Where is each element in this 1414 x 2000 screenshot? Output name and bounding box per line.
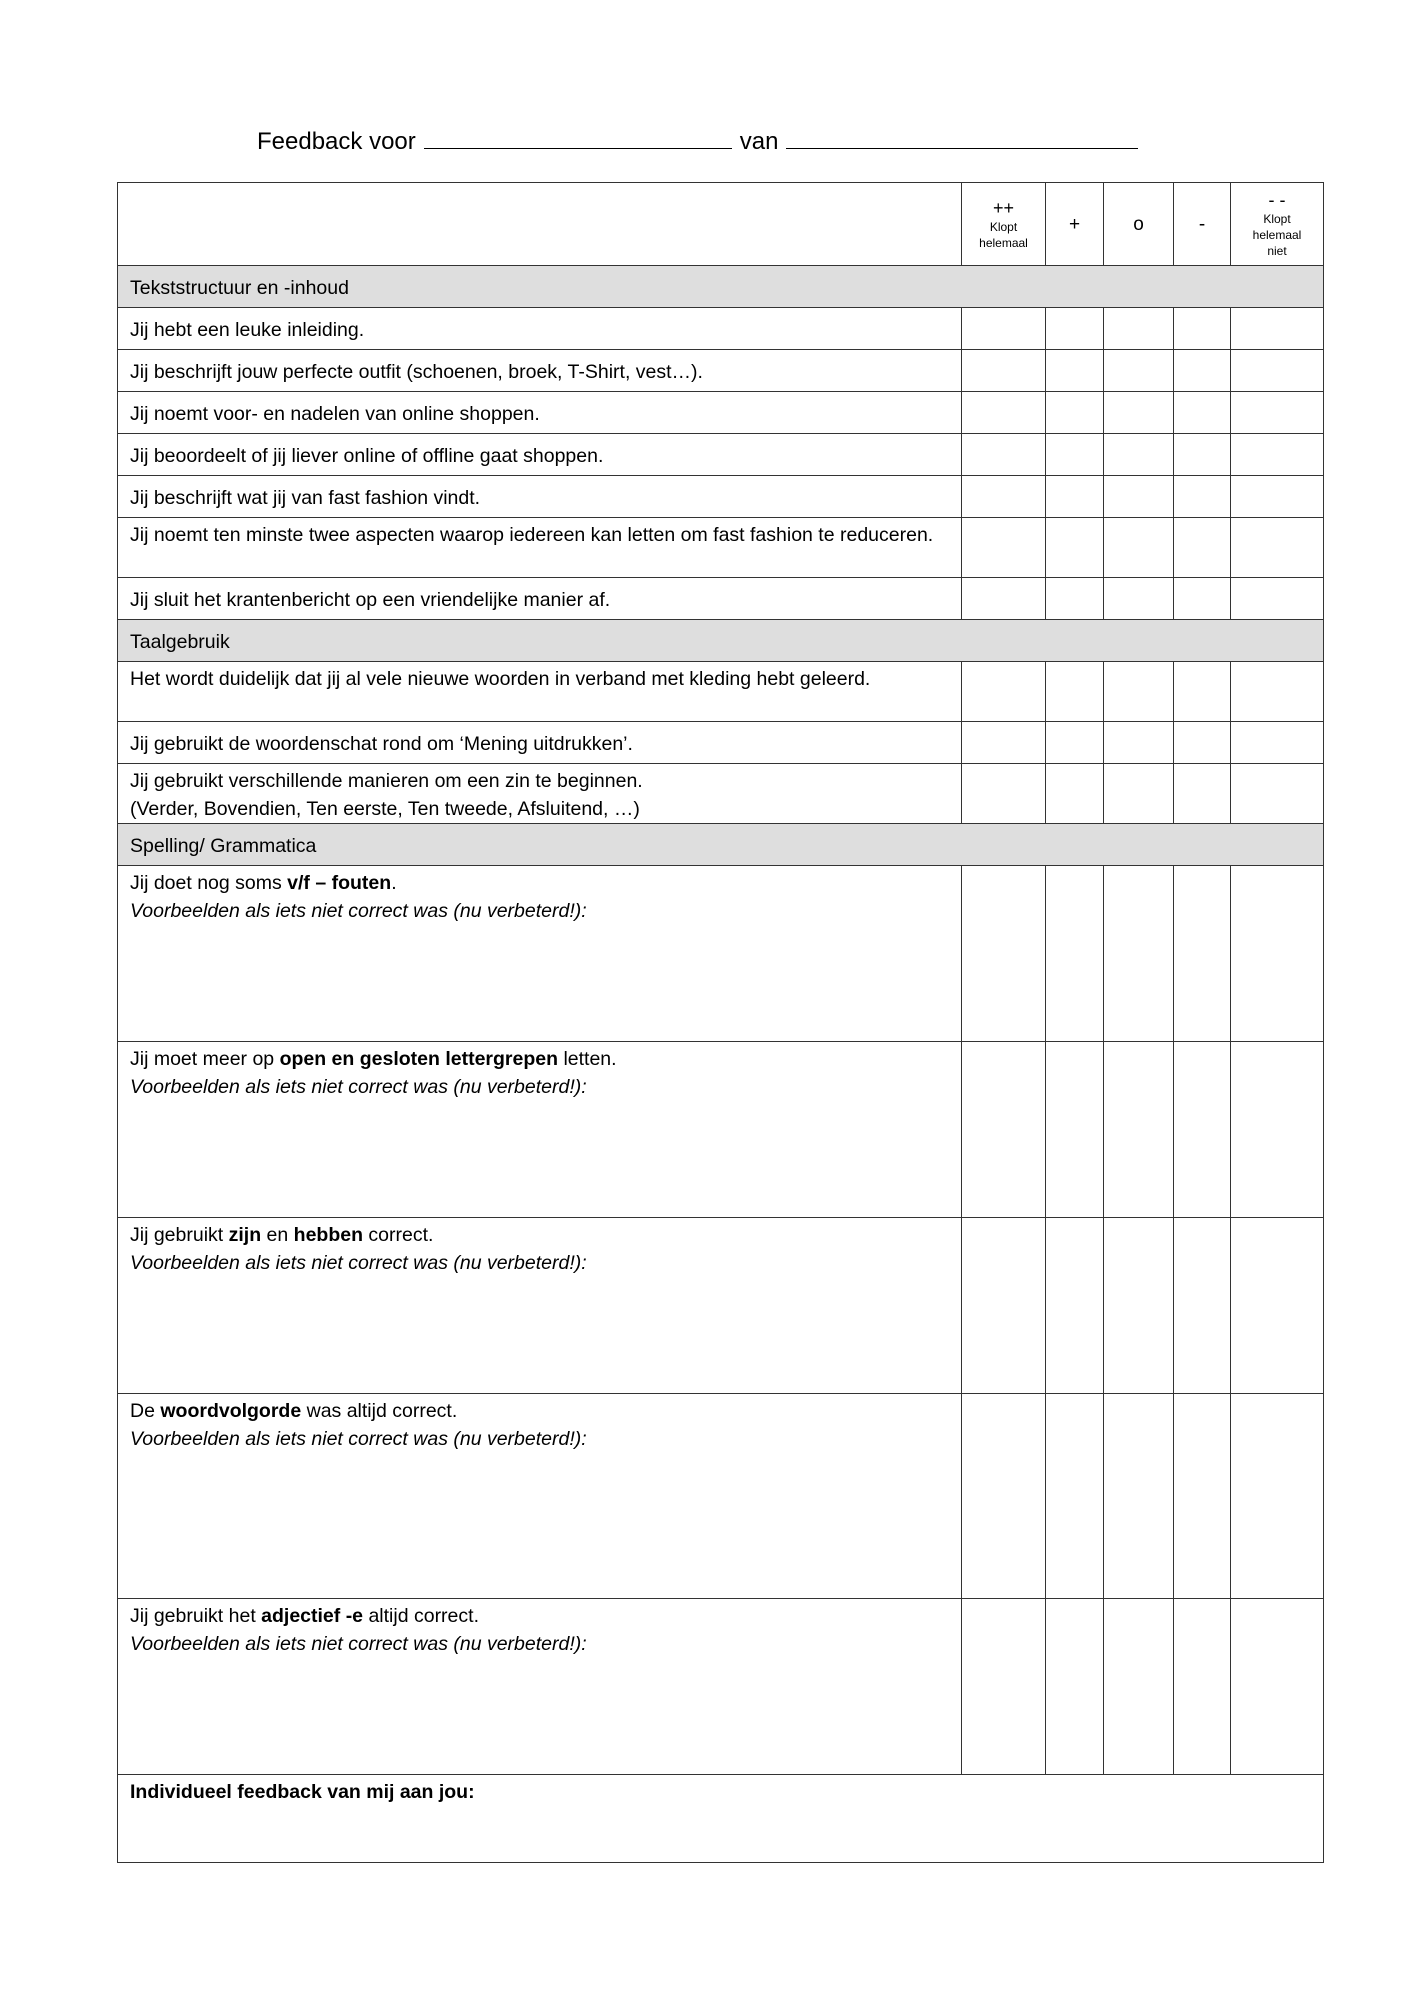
criteria-row	[118, 662, 1324, 722]
rating-cell[interactable]	[1046, 578, 1104, 620]
grammar-row	[118, 1218, 1324, 1394]
rating-cell[interactable]	[962, 1218, 1046, 1394]
criteria-bold: zijn	[228, 1224, 262, 1246]
rating-cell[interactable]	[1174, 1394, 1231, 1599]
rating-cell[interactable]	[1046, 764, 1104, 824]
criteria-bold: adjectief -e	[261, 1605, 364, 1627]
example-prompt: Voorbeelden als iets niet correct was (nu verbeterd!):	[130, 900, 587, 922]
individual-feedback-field[interactable]	[118, 1775, 1324, 1863]
rating-cell[interactable]	[962, 578, 1046, 620]
recipient-name-blank[interactable]	[424, 128, 732, 149]
rating-cell[interactable]	[962, 1394, 1046, 1599]
rating-cell[interactable]	[1174, 764, 1231, 824]
rating-cell[interactable]	[962, 764, 1046, 824]
criteria-text: Jij hebt een leuke inleiding.	[130, 319, 365, 341]
criteria-pre: Jij moet meer op	[130, 1048, 280, 1070]
example-prompt: Voorbeelden als iets niet correct was (nu verbeterd!):	[130, 1252, 587, 1274]
rating-cell[interactable]	[1231, 662, 1324, 722]
rating-cell[interactable]	[1046, 392, 1104, 434]
scale-symbol: -	[1198, 213, 1206, 235]
rating-cell[interactable]	[962, 434, 1046, 476]
form-title	[257, 128, 1146, 156]
section-title: Taalgebruik	[130, 631, 230, 653]
example-prompt: Voorbeelden als iets niet correct was (nu verbeterd!):	[130, 1428, 587, 1450]
criteria-text	[118, 1042, 961, 1101]
rating-cell[interactable]	[1174, 518, 1231, 578]
rating-cell[interactable]	[1231, 1394, 1324, 1599]
scale-symbol: - -	[1268, 190, 1286, 210]
criteria-text: Het wordt duidelijk dat jij al vele nieuwe woorden in verband met kleding hebt geleerd.	[130, 668, 871, 690]
rating-cell[interactable]	[1174, 350, 1231, 392]
rating-cell[interactable]	[1104, 1218, 1174, 1394]
feedback-table	[117, 182, 1324, 1863]
rating-cell[interactable]	[1174, 866, 1231, 1042]
individual-feedback-label: Individueel feedback van mij aan jou:	[130, 1781, 475, 1803]
rating-cell[interactable]	[1104, 518, 1174, 578]
rating-cell[interactable]	[1104, 866, 1174, 1042]
criteria-pre: Jij gebruikt	[130, 1224, 229, 1246]
criteria-bold: open en gesloten lettergrepen	[279, 1048, 559, 1070]
section-title: Tekststructuur en -inhoud	[130, 277, 349, 299]
rating-cell[interactable]	[1104, 476, 1174, 518]
rating-cell[interactable]	[1104, 1599, 1174, 1775]
rating-cell[interactable]	[1174, 308, 1231, 350]
example-prompt: Voorbeelden als iets niet correct was (nu verbeterd!):	[130, 1076, 587, 1098]
criteria-text	[118, 764, 961, 823]
title-middle: van	[739, 128, 779, 155]
criteria-text: Jij noemt ten minste twee aspecten waarop iedereen kan letten om fast fashion te reduceren.	[130, 524, 934, 546]
criteria-post: was altijd correct.	[301, 1400, 458, 1422]
rating-cell[interactable]	[1231, 392, 1324, 434]
criteria-text	[118, 1599, 961, 1658]
rating-cell[interactable]	[1104, 764, 1174, 824]
criteria-post: correct.	[363, 1224, 434, 1246]
rating-cell[interactable]	[962, 476, 1046, 518]
criteria-text	[118, 1394, 961, 1453]
rating-cell[interactable]	[1046, 518, 1104, 578]
rating-cell[interactable]	[1231, 1599, 1324, 1775]
criteria-row	[118, 764, 1324, 824]
rating-cell[interactable]	[962, 662, 1046, 722]
criteria-post: altijd correct.	[363, 1605, 479, 1627]
rating-cell[interactable]	[1104, 434, 1174, 476]
criteria-pre: Jij doet nog soms	[130, 872, 288, 894]
individual-feedback-row	[118, 1775, 1324, 1863]
criteria-pre: De	[130, 1400, 161, 1422]
rating-cell[interactable]	[962, 350, 1046, 392]
criteria-pre: Jij gebruikt het	[130, 1605, 262, 1627]
criteria-text: Jij beoordeelt of jij liever online of offline gaat shoppen.	[130, 445, 604, 467]
rating-cell[interactable]	[962, 308, 1046, 350]
scale-text: Klopt helemaal	[979, 220, 1028, 250]
rating-cell[interactable]	[1231, 476, 1324, 518]
rating-cell[interactable]	[1046, 434, 1104, 476]
rating-cell[interactable]	[1231, 1218, 1324, 1394]
scale-col-very-true	[962, 183, 1046, 266]
rating-cell[interactable]	[1231, 1042, 1324, 1218]
criteria-row	[118, 476, 1324, 518]
grammar-row	[118, 1599, 1324, 1775]
criteria-post: .	[391, 872, 397, 894]
rating-cell[interactable]	[1174, 722, 1231, 764]
criteria-line: Jij gebruikt verschillende manieren om een zin te beginnen.	[130, 770, 643, 792]
header-blank-cell	[118, 183, 962, 266]
rating-cell[interactable]	[1046, 722, 1104, 764]
scale-header-row	[118, 183, 1324, 266]
rating-cell[interactable]	[1104, 722, 1174, 764]
rating-cell[interactable]	[1231, 434, 1324, 476]
rating-cell[interactable]	[962, 866, 1046, 1042]
rating-cell[interactable]	[1174, 1599, 1231, 1775]
example-prompt: Voorbeelden als iets niet correct was (nu verbeterd!):	[130, 1633, 587, 1655]
rating-cell[interactable]	[1046, 662, 1104, 722]
criteria-row	[118, 392, 1324, 434]
rating-cell[interactable]	[1174, 476, 1231, 518]
rating-cell[interactable]	[1046, 1218, 1104, 1394]
scale-text: Klopt helemaal niet	[1252, 212, 1302, 258]
scale-col-false	[1174, 183, 1231, 266]
criteria-text	[118, 866, 961, 925]
rating-cell[interactable]	[1231, 350, 1324, 392]
grammar-row	[118, 866, 1324, 1042]
criteria-text: Jij noemt voor- en nadelen van online shoppen.	[130, 403, 540, 425]
rating-cell[interactable]	[1046, 1394, 1104, 1599]
criteria-post: letten.	[558, 1048, 617, 1070]
criteria-text: Jij beschrijft wat jij van fast fashion vindt.	[130, 487, 481, 509]
rating-cell[interactable]	[1104, 350, 1174, 392]
criteria-row	[118, 518, 1324, 578]
rating-cell[interactable]	[1046, 350, 1104, 392]
criteria-row	[118, 350, 1324, 392]
rating-cell[interactable]	[1174, 662, 1231, 722]
rating-cell[interactable]	[1046, 308, 1104, 350]
rating-cell[interactable]	[1104, 1042, 1174, 1218]
criteria-row	[118, 578, 1324, 620]
scale-symbol: o	[1133, 213, 1144, 235]
rating-cell[interactable]	[1104, 662, 1174, 722]
scale-col-very-false	[1231, 183, 1324, 266]
rating-cell[interactable]	[1174, 392, 1231, 434]
title-prefix: Feedback voor	[257, 128, 416, 155]
criteria-bold: hebben	[293, 1224, 363, 1246]
rating-cell[interactable]	[1046, 476, 1104, 518]
rating-cell[interactable]	[1174, 1218, 1231, 1394]
section-title: Spelling/ Grammatica	[130, 835, 317, 857]
criteria-text: Jij sluit het krantenbericht op een vriendelijke manier af.	[130, 589, 611, 611]
scale-col-neutral	[1104, 183, 1174, 266]
rating-cell[interactable]	[962, 722, 1046, 764]
rating-cell[interactable]	[1174, 578, 1231, 620]
rating-cell[interactable]	[1104, 308, 1174, 350]
section-row	[118, 266, 1324, 308]
scale-col-true	[1046, 183, 1104, 266]
criteria-bold: woordvolgorde	[160, 1400, 302, 1422]
rating-cell[interactable]	[1231, 866, 1324, 1042]
rating-cell[interactable]	[1046, 1599, 1104, 1775]
rating-cell[interactable]	[1046, 1042, 1104, 1218]
grammar-row	[118, 1042, 1324, 1218]
rating-cell[interactable]	[1104, 392, 1174, 434]
rating-cell[interactable]	[1231, 518, 1324, 578]
criteria-text: Jij gebruikt de woordenschat rond om ‘Mening uitdrukken’.	[130, 733, 633, 755]
rating-cell[interactable]	[1174, 1042, 1231, 1218]
criteria-row	[118, 434, 1324, 476]
rating-cell[interactable]	[962, 392, 1046, 434]
criteria-bold: v/f – fouten	[287, 872, 392, 894]
rating-cell[interactable]	[1231, 578, 1324, 620]
section-row	[118, 620, 1324, 662]
rating-cell[interactable]	[1231, 722, 1324, 764]
grammar-row	[118, 1394, 1324, 1599]
criteria-text	[118, 1218, 961, 1277]
rating-cell[interactable]	[1104, 578, 1174, 620]
author-name-blank[interactable]	[786, 128, 1138, 149]
rating-cell[interactable]	[1104, 1394, 1174, 1599]
criteria-line: (Verder, Bovendien, Ten eerste, Ten tweede, Afsluitend, …)	[130, 798, 640, 820]
rating-cell[interactable]	[962, 1042, 1046, 1218]
rating-cell[interactable]	[1231, 308, 1324, 350]
criteria-mid: en	[261, 1224, 294, 1246]
criteria-row	[118, 722, 1324, 764]
criteria-text: Jij beschrijft jouw perfecte outfit (schoenen, broek, T-Shirt, vest…).	[130, 361, 703, 383]
rating-cell[interactable]	[962, 1599, 1046, 1775]
rating-cell[interactable]	[1231, 764, 1324, 824]
criteria-row	[118, 308, 1324, 350]
rating-cell[interactable]	[1174, 434, 1231, 476]
rating-cell[interactable]	[962, 518, 1046, 578]
scale-symbol: +	[1068, 213, 1081, 235]
rating-cell[interactable]	[1046, 866, 1104, 1042]
scale-symbol: ++	[992, 198, 1015, 218]
section-row	[118, 824, 1324, 866]
